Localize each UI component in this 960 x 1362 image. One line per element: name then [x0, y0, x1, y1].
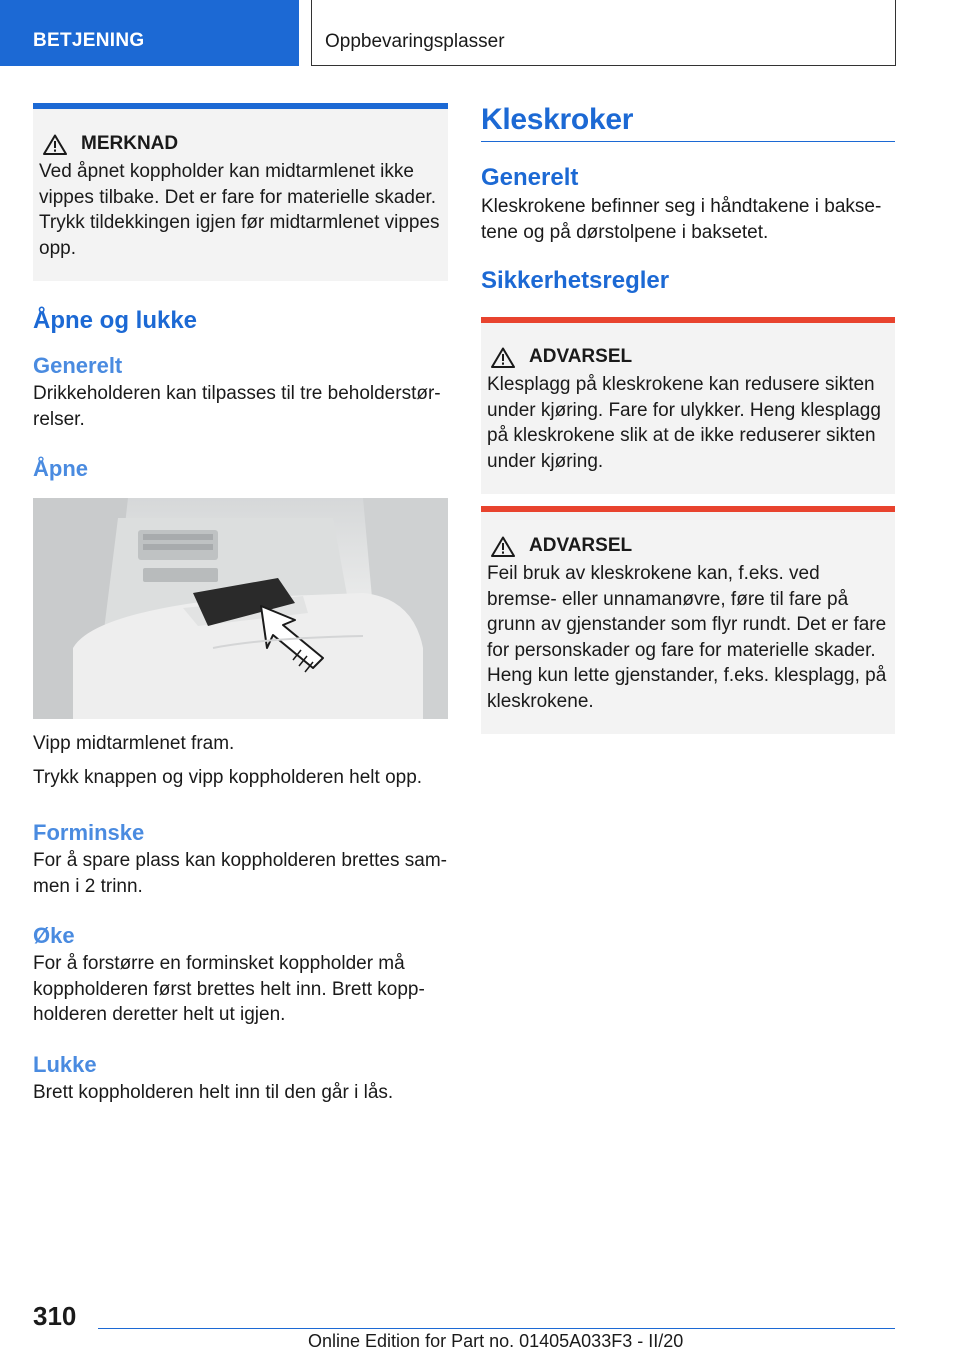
header-chapter-tab: [311, 0, 896, 66]
header-chapter-label: Oppbevaringsplasser: [325, 31, 505, 52]
warning-1-title-text: ADVARSEL: [529, 346, 633, 367]
step-1: Vipp midtarmlenet fram.: [33, 733, 235, 754]
heading-open: Åpne: [33, 456, 88, 481]
page-number: 310: [33, 1301, 77, 1331]
header-section-label: BETJENING: [33, 30, 145, 51]
heading-enlarge: Øke: [33, 923, 75, 948]
heading-general: Generelt: [33, 353, 123, 378]
heading-open-close: Åpne og lukke: [33, 307, 198, 334]
warning-2-text: Feil bruk av kleskrokene kan, f.eks. ved bremse- eller unnamanøvre, føre til fare på grunn av gjenstander som flyr rundt. Det er fare for personskader og fare for materielle skader. Heng kun lette gjenstander, f.eks. klesplagg, på kleskrokene.: [487, 563, 887, 712]
heading-safety: Sikkerhetsregler: [481, 267, 670, 294]
warning-triangle-icon: [43, 134, 67, 155]
warning-2-title: [487, 535, 887, 557]
right-column: [481, 103, 895, 734]
heading-shrink: Forminske: [33, 820, 145, 845]
warning-1-text: Klesplagg på kleskrokene kan redusere sikten under kjøring. Fare for ulykker. Heng klesplagg på kleskrokene slik at de ikke reduserer sikten under kjøring.: [487, 374, 881, 472]
warning-triangle-icon: [491, 536, 515, 557]
heading-hooks: Kleskroker: [481, 103, 634, 136]
note-title: [39, 133, 440, 155]
header-section-tab: [0, 0, 299, 66]
note-title-text: MERKNAD: [81, 133, 179, 154]
warning-box-2: [481, 506, 895, 734]
step-2: Trykk knappen og vipp koppholderen helt opp.: [33, 766, 423, 788]
note-text: Ved åpnet koppholder kan midtarmlenet ikke vippes tilbake. Det er fare for materielle skader. Trykk tildekkingen igjen før midtarmlenet vippes opp.: [39, 161, 440, 259]
warning-1-title: [487, 346, 887, 368]
general-text: Drikkeholderen kan tilpasses til tre beholderstørrelser.: [33, 383, 441, 430]
note-box: [33, 103, 448, 281]
heading-hooks-general: Generelt: [481, 164, 579, 191]
footer-rule: [98, 1328, 895, 1329]
hooks-heading-rule: [481, 103, 895, 142]
warning-box-1: [481, 317, 895, 494]
warning-2-title-text: ADVARSEL: [529, 535, 633, 556]
armrest-photo: [33, 498, 448, 719]
left-column: [33, 103, 448, 1105]
footer-edition: Online Edition for Part no. 01405A033F3 - II/20: [308, 1331, 684, 1351]
hooks-general-text: Kleskrokene befinner seg i håndtakene i baksetene og på dørstolpene i baksetet.: [481, 196, 882, 243]
heading-close: Lukke: [33, 1051, 97, 1077]
armrest-illustration: [33, 498, 448, 719]
close-text: Brett koppholderen helt inn til den går i lås.: [33, 1081, 394, 1103]
warning-triangle-icon: [491, 347, 515, 368]
shrink-text: For å spare plass kan koppholderen brettes sammen i 2 trinn.: [33, 850, 447, 897]
enlarge-text: For å forstørre en forminsket koppholder må koppholderen først brettes helt inn. Brett koppholderen deretter helt ut igjen.: [33, 953, 425, 1025]
